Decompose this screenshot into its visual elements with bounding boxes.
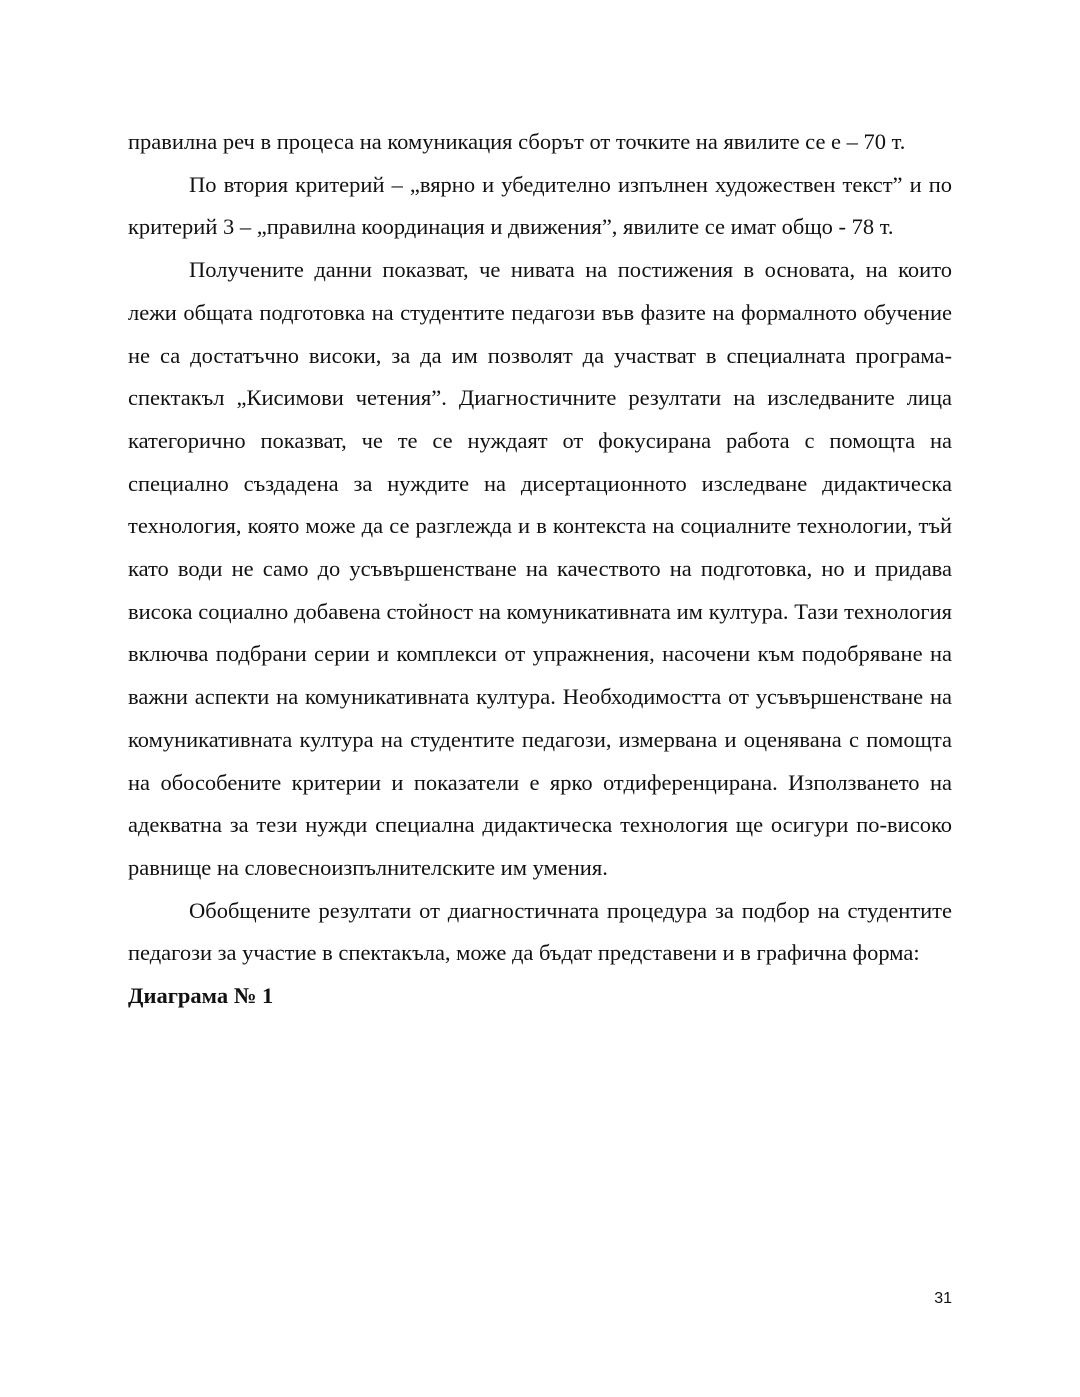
paragraph-continuation: правилна реч в процеса на комуникация сборът от точките на явилите се е – 70 т. [128,129,906,154]
paragraph-second-criterion: По втория критерий – „вярно и убедително изпълнен художествен текст” и по критерий 3 – „правилна координация и движения”, явилите се имат общо - 78 т. [128,171,952,240]
paragraph-summary: Обобщените резултати от диагностичната процедура за подбор на студентите педагози за участие в спектакъла, може да бъдат представени и в графична форма: [128,897,952,966]
page-number: 31 [934,1290,952,1307]
diagram-heading: Диаграма № 1 [128,983,274,1009]
paragraph-results-analysis: Получените данни показват, че нивата на постижения в основата, на които лежи общата подготовка на студентите педагози във фазите на формалното обучение не са достатъчно високи, за да им позволят да участват в специалната програма-спектакъл „Кисимови четения”. Диагностичните резултати на изследваните лица категорично показват, че те се нуждаят от фокусирана работа с помощта на специално създадена за нуждите на дисертационното изследване дидактическа технология, която може да се разглежда и в контекста на социалните технологии, тъй като води не само до усъвършенстване на качеството на подготовка, но и придава висока социално добавена стойност на комуникативната им култура. Тази технология включва подбрани серии и комплекси от упражнения, насочени към подобряване на важни аспекти на комуникативната култура. Необходимостта от усъвършенстване на комуникативната култура на студентите педагози, измервана и оценявана с помощта на обособените критерии и показатели е ярко отдиференцирана. Използването на адекватна за тези нужди специална дидактическа технология ще осигури по-високо равнище на словесноизпълнителските им умения. [128,257,952,880]
document-body [128,121,952,1018]
